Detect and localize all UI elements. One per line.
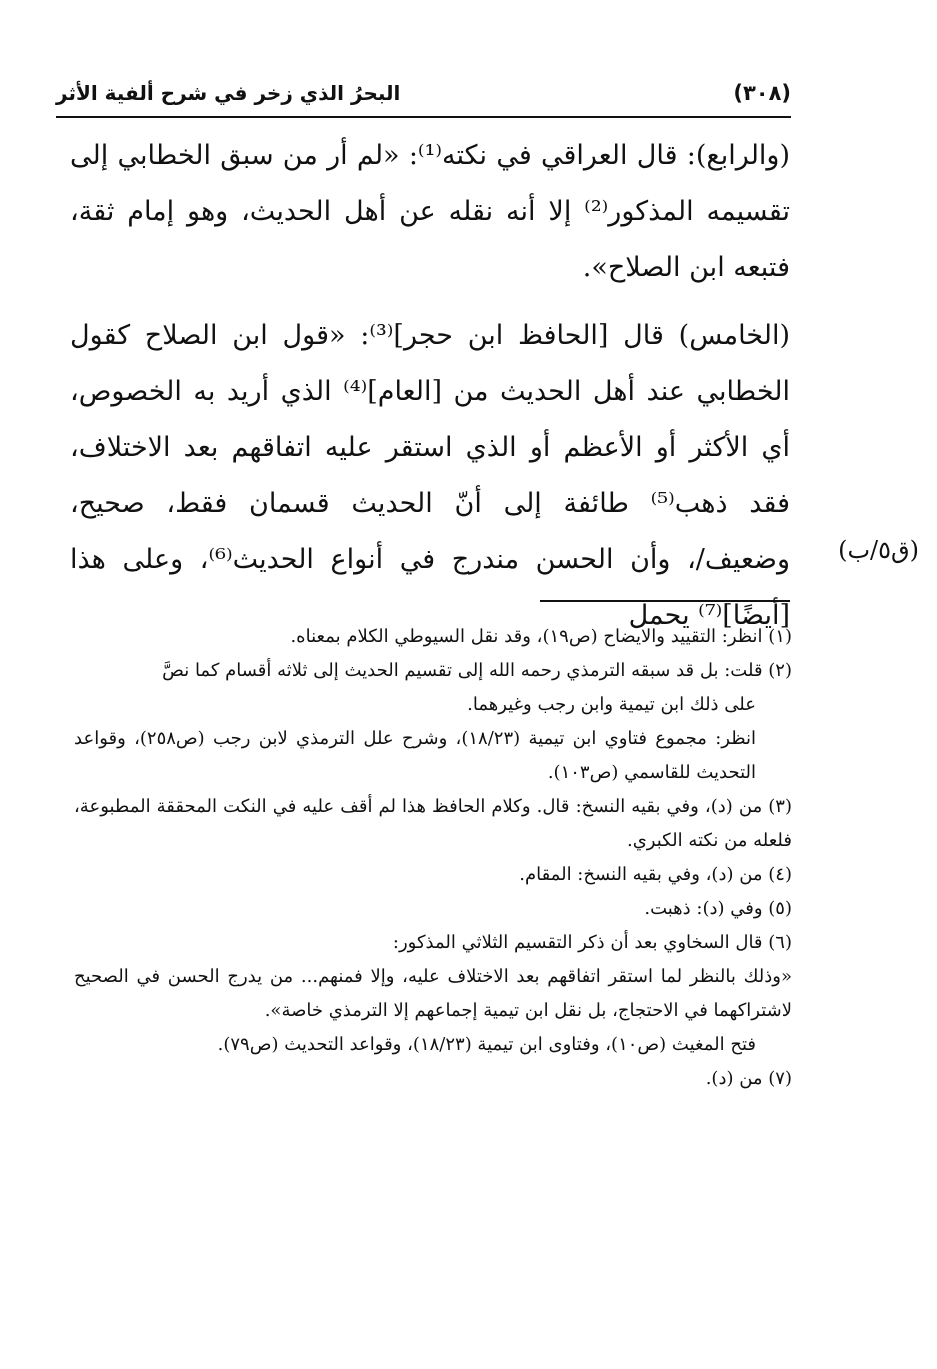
footnote-1: (١) انظر: التقييد والايضاح (ص١٩)، وقد نقل السيوطي الكلام بمعناه. xyxy=(290,626,792,647)
page-number: (٣٠٨) xyxy=(733,81,791,105)
paragraph-fifth: (الخامس) قال [الحافظ ابن حجر]⁽³⁾: «قول ابن الصلاح كقول الخطابي عند أهل الحديث من [العام]⁽⁴⁾ الذي أريد به الخصوص، أي الأكثر أو الأعظم أو الذي استقر عليه اتفاقهم بعد الاختلاف، فقد ذهب⁽⁵⁾ طائفة إلى أنّ الحديث قسمان فقط، صحيح، وضعيف/، وأن الحسن مندرج في أنواع الحديث⁽⁶⁾، وعلى هذا [أيضًا]⁽⁷⁾ يحمل xyxy=(70,320,791,631)
footnote-7: (٧) من (د). xyxy=(705,1068,792,1089)
footnote-2-continuation: على ذلك ابن تيمية وابن رجب وغيرهما. xyxy=(467,694,756,715)
footnote-6-references: فتح المغيث (ص١٠)، وفتاوى ابن تيمية (١٨/٢٣)، وقواعد التحديث (ص٧٩). xyxy=(217,1034,756,1055)
footnote-5: (٥) وفي (د): ذهبت. xyxy=(644,898,792,919)
footnote-6-quote: «وذلك بالنظر لما استقر اتفاقهم بعد الاختلاف عليه، وإلا فمنهم... من يدرج الحسن في الصحيح لاشتراكهما في الاحتجاج، بل نقل ابن تيمية إجماعهم إلا الترمذي خاصة». xyxy=(74,966,792,1021)
footnote-rule xyxy=(540,600,790,602)
footnote-3: (٣) من (د)، وفي بقيه النسخ: قال. وكلام الحافظ هذا لم أقف عليه في النكت المحققة المطبوعة، فلعله من نكته الكبري. xyxy=(74,796,792,851)
paragraph-fourth: (والرابع): قال العراقي في نكته⁽¹⁾: «لم أر من سبق الخطابي إلى تقسيمه المذكور⁽²⁾ إلا أنه نقله عن أهل الحديث، وهو إمام ثقة، فتبعه ابن الصلاح». xyxy=(70,140,790,283)
running-title: البحرُ الذي زخر في شرح ألفية الأثر xyxy=(56,81,401,105)
footnotes xyxy=(74,620,792,1096)
main-text xyxy=(70,128,790,656)
header-rule xyxy=(56,116,791,118)
footnote-4: (٤) من (د)، وفي بقيه النسخ: المقام. xyxy=(519,864,792,885)
manuscript-folio-note: (ق٥/ب) xyxy=(838,536,919,564)
footnote-6: (٦) قال السخاوي بعد أن ذكر التقسيم الثلاثي المذكور: xyxy=(392,932,792,953)
footnote-2-references: انظر: مجموع فتاوي ابن تيمية (١٨/٢٣)، وشرح علل الترمذي لابن رجب (ص٢٥٨)، وقواعد التحديث للقاسمي (ص١٠٣). xyxy=(74,728,756,783)
page-header xyxy=(56,72,791,114)
footnote-2: (٢) قلت: بل قد سبقه الترمذي رحمه الله إلى تقسيم الحديث إلى ثلاثه أقسام كما نصَّ xyxy=(162,660,792,681)
